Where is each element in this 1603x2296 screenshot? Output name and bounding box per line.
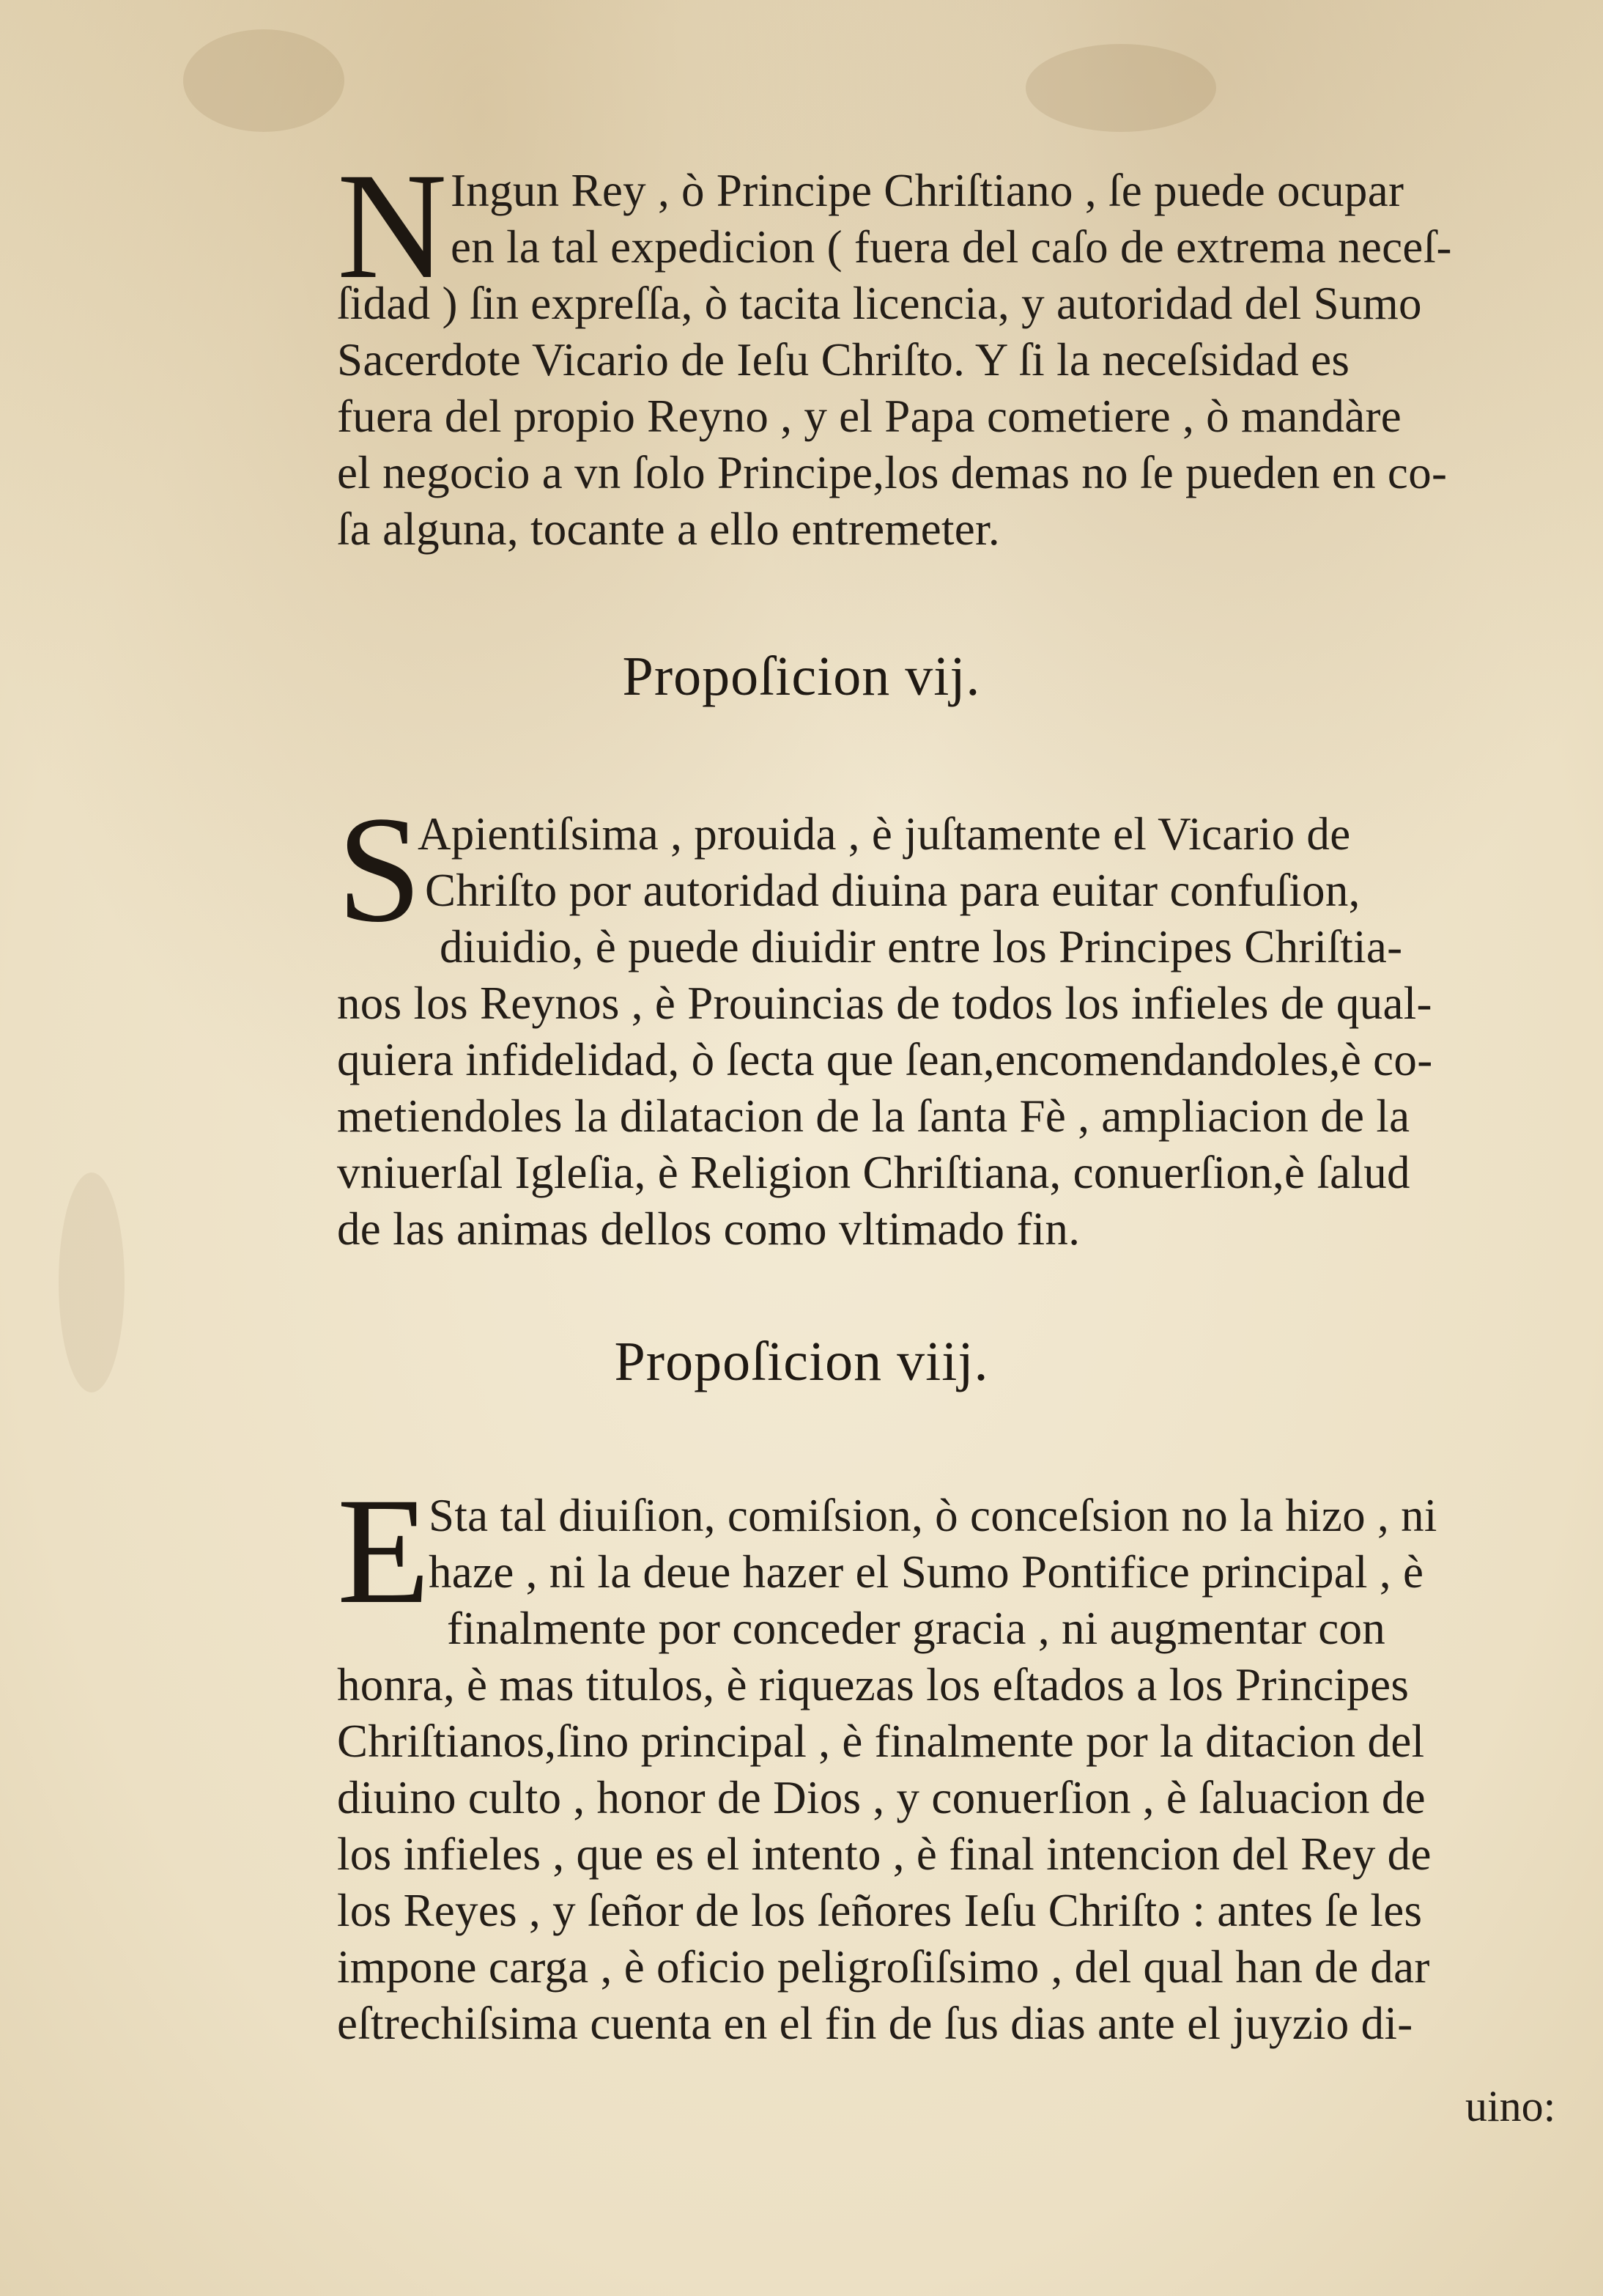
text-line: Apientiſsima , prouida , è juſtamente el Vicario de — [418, 808, 1351, 860]
text-line: en la tal expedicion ( fuera del caſo de extrema neceſ- — [451, 221, 1452, 273]
text-line: honra, è mas titulos, è riquezas los eſtados a los Principes — [337, 1659, 1410, 1710]
text-line: nos los Reynos , è Prouincias de todos los infieles de qual- — [337, 978, 1432, 1029]
paragraph-2 — [337, 785, 1539, 1258]
section-1 — [337, 141, 1539, 558]
text-line: el negocio a vn ſolo Principe,los demas no ſe pueden en co- — [337, 447, 1448, 498]
text-line: diuidio, è puede diuidir entre los Principes Chriſtia- — [440, 921, 1403, 972]
text-line: Sta tal diuiſion, comiſsion, ò conceſsion no la hizo , ni — [429, 1490, 1437, 1541]
text-line: Chriſtianos,ſino principal , è finalmente por la ditacion del — [337, 1716, 1425, 1767]
text-line: impone carga , è oficio peligroſiſsimo , del qual han de dar — [337, 1941, 1430, 1993]
paragraph-3 — [337, 1466, 1539, 2052]
text-line: ſa alguna, tocante a ello entremeter. — [337, 503, 1000, 555]
text-line: ſidad ) ſin expreſſa, ò tacita licencia, y autoridad del Sumo — [337, 278, 1422, 329]
text-line: Chriſto por autoridad diuina para euitar confuſion, — [425, 865, 1360, 916]
text-line: de las animas dellos como vltimado fin. — [337, 1203, 1081, 1255]
text-line: metiendoles la dilatacion de la ſanta Fè , ampliacion de la — [337, 1090, 1410, 1142]
text-line: eſtrechiſsima cuenta en el fin de ſus dias ante el juyzio di- — [337, 1998, 1413, 2049]
text-line: haze , ni la deue hazer el Sumo Pontifice principal , è — [429, 1546, 1424, 1598]
paragraph-1 — [337, 141, 1539, 558]
paper-stain — [183, 29, 344, 132]
section-heading: Propoſicion viij. — [614, 1331, 989, 1392]
text-line: diuino culto , honor de Dios , y conuerſion , è ſaluacion de — [337, 1772, 1426, 1823]
drop-cap: N — [337, 141, 448, 310]
section-3 — [337, 1466, 1539, 2052]
text-line: vniuerſal Igleſia, è Religion Chriſtiana, conuerſion,è ſalud — [337, 1147, 1410, 1198]
text-line: quiera infidelidad, ò ſecta que ſean,encomendandoles,è co- — [337, 1034, 1433, 1085]
section-heading: Propoſicion vij. — [622, 646, 981, 707]
paper-stain — [1026, 44, 1216, 132]
text-line: Sacerdote Vicario de Ieſu Chriſto. Y ſi la neceſsidad es — [337, 334, 1350, 385]
drop-cap: S — [337, 785, 422, 953]
text-line: finalmente por conceder gracia , ni augmentar con — [447, 1603, 1386, 1654]
section-2 — [337, 785, 1539, 1258]
catchword: uino: — [1465, 2082, 1556, 2130]
text-line: los Reyes , y ſeñor de los ſeñores Ieſu Chriſto : antes ſe les — [337, 1885, 1423, 1936]
text-line: fuera del propio Reyno , y el Papa cometiere , ò mandàre — [337, 391, 1402, 442]
drop-cap: E — [337, 1466, 431, 1635]
text-line: Ingun Rey , ò Principe Chriſtiano , ſe puede ocupar — [451, 165, 1404, 216]
text-line: los infieles , que es el intento , è final intencion del Rey de — [337, 1828, 1432, 1880]
